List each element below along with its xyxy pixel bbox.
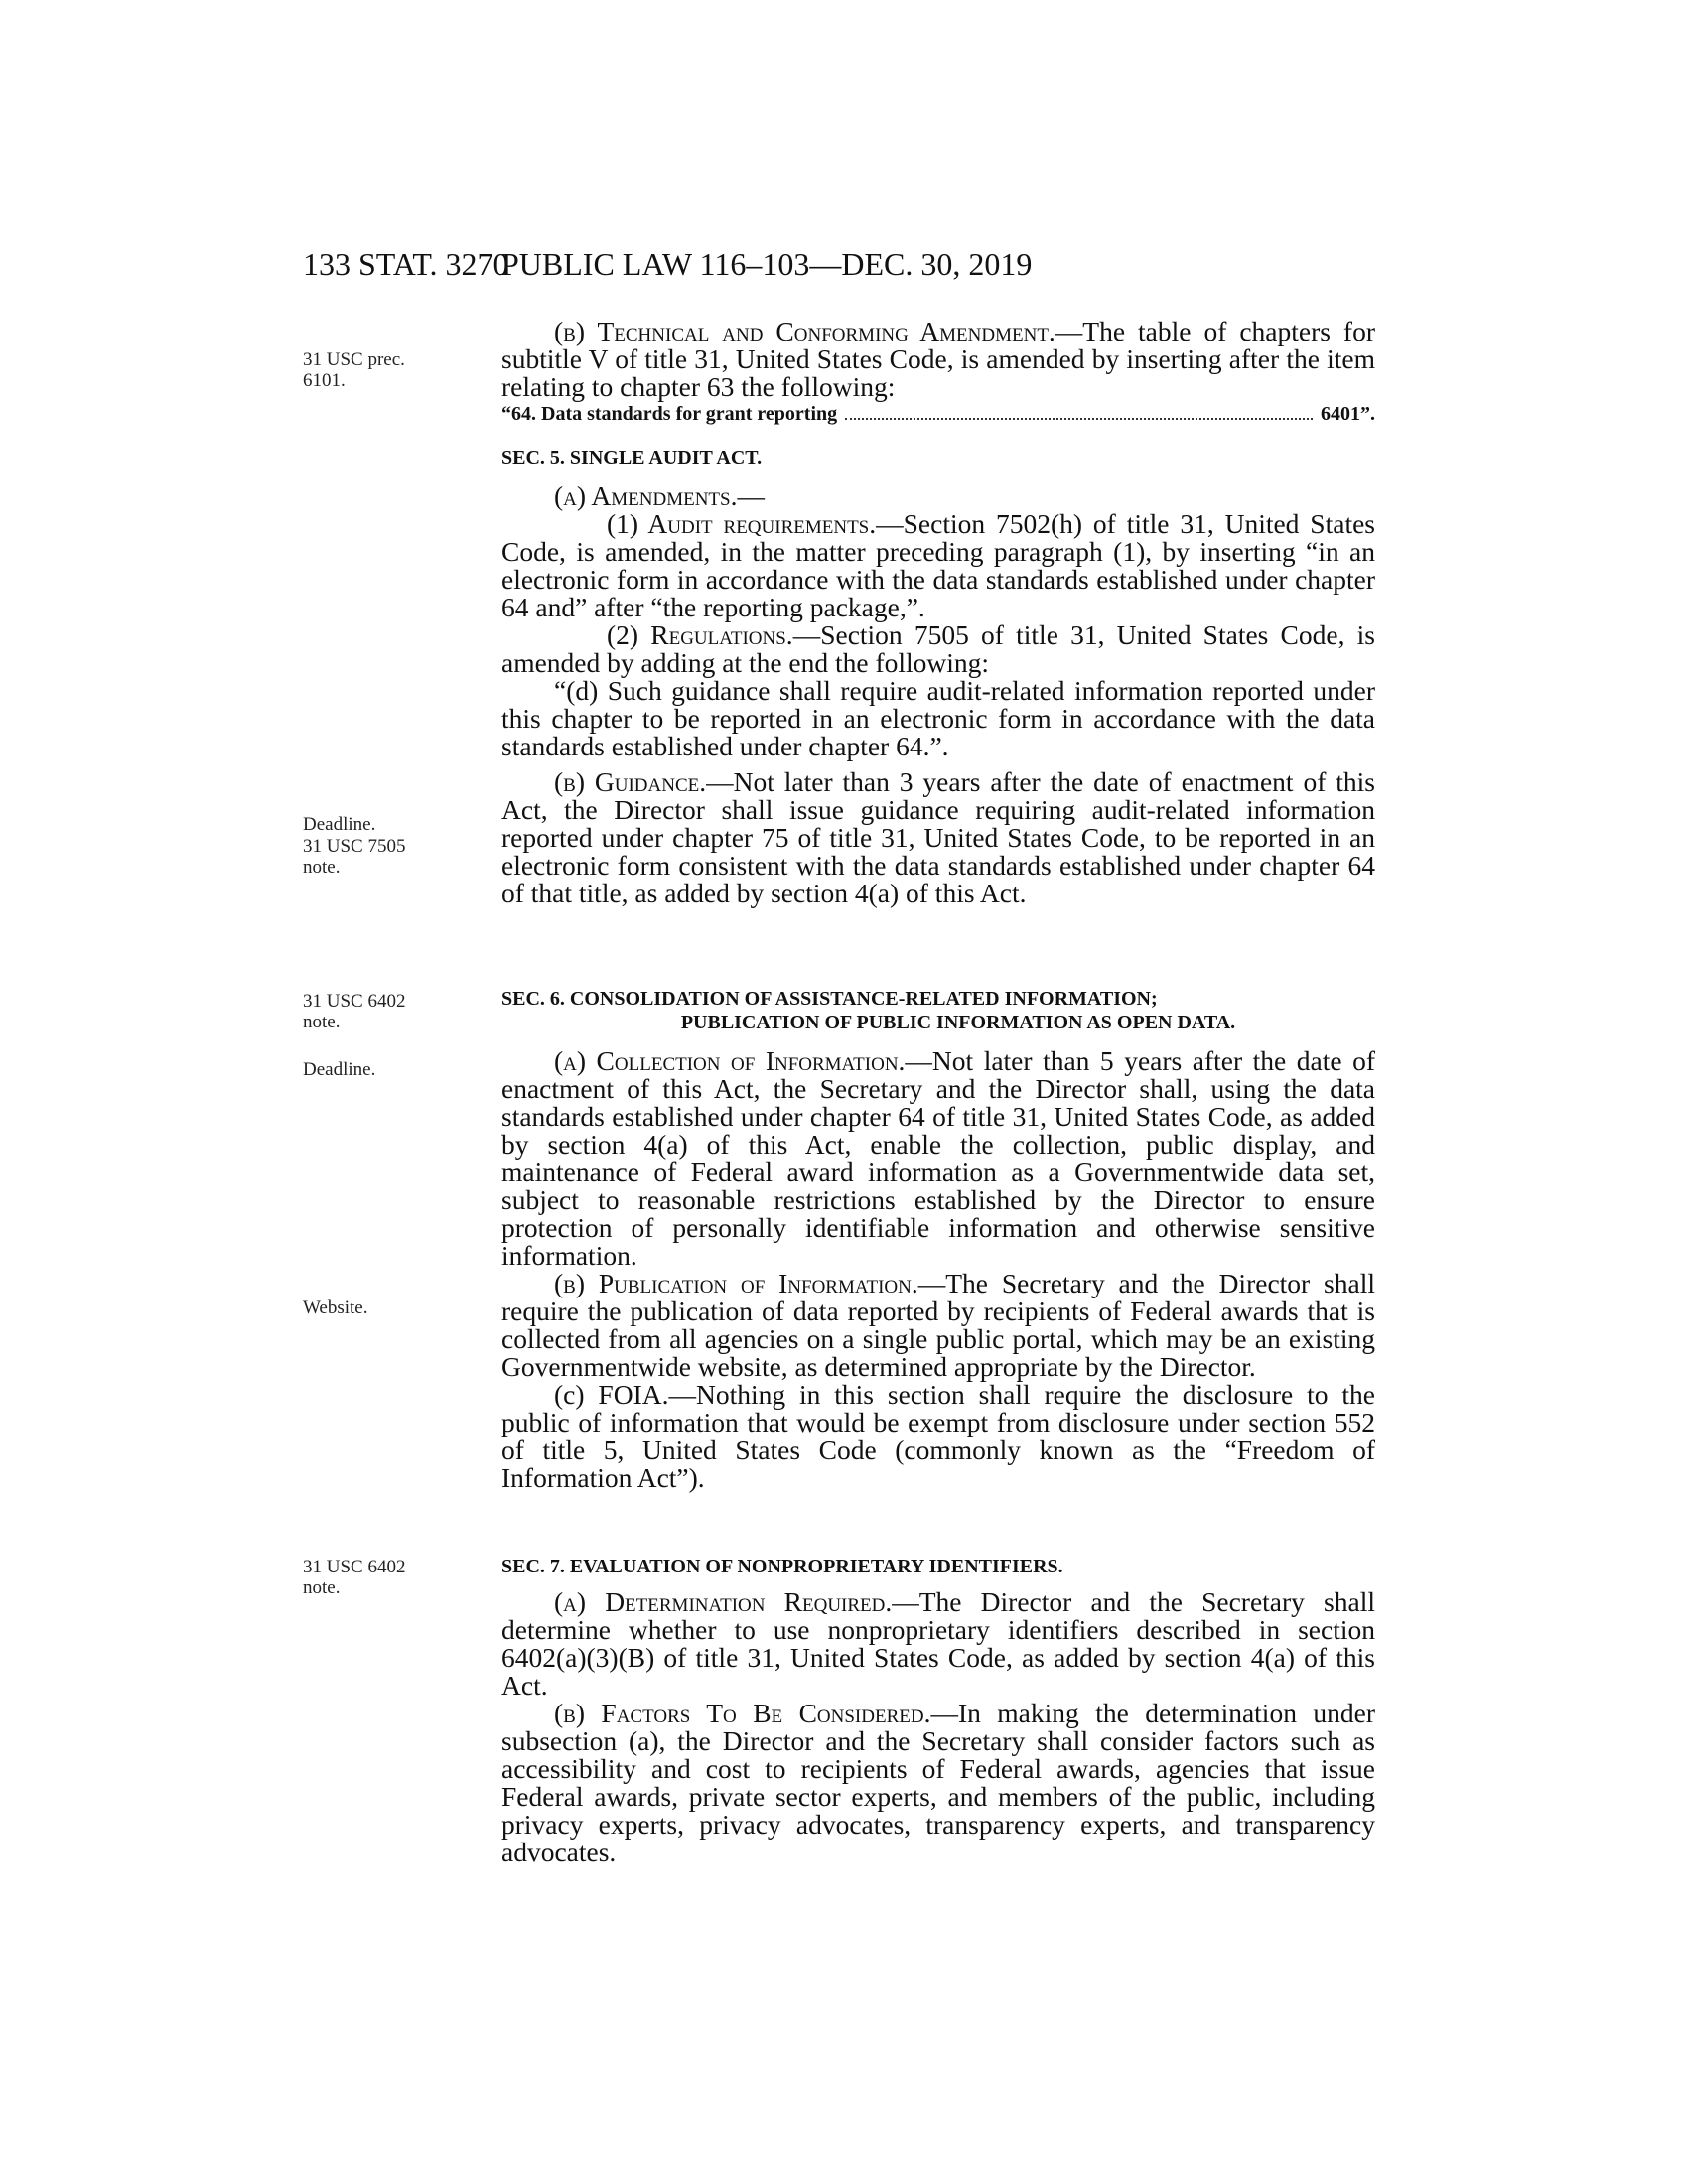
para-b-technical xyxy=(501,318,1375,401)
sec5-a1-heading: (1) Audit requirements. xyxy=(607,508,877,539)
toc-entry xyxy=(501,403,1375,426)
section-7-body xyxy=(501,1588,1375,1866)
para-heading: (b) Technical and Conforming Amendment. xyxy=(554,316,1055,346)
margin-note-usc-6402: 31 USC 6402 note. xyxy=(303,991,406,1032)
toc-leader-dots xyxy=(845,418,1313,420)
public-law-title: PUBLIC LAW 116–103—DEC. 30, 2019 xyxy=(501,246,1033,282)
sec5-quoted-d: “(d) Such guidance shall require audit-related information reported under this chapter to be reported in an electronic form in accordance with the data standards established under chapter 64.”. xyxy=(501,675,1375,761)
section-6-body xyxy=(501,1047,1375,1492)
sec5-a2-heading: (2) Regulations. xyxy=(607,619,793,650)
margin-note-deadline-2: Deadline. xyxy=(303,1059,376,1080)
section-5-body xyxy=(501,482,1375,907)
margin-note-usc-6402-2: 31 USC 6402 note. xyxy=(303,1557,406,1598)
sec7-b-text: —In making the determination under subsection (a), the Director and the Secretary shall consider factors such as accessibility and cost to recipients of Federal awards, agencies that issue Federal awards, private sector experts, and members of the public, including privacy experts, privacy advocates, transparency experts, and transparency advocates. xyxy=(501,1698,1375,1867)
sec5-b-heading: (b) Guidance. xyxy=(554,766,707,797)
sec6-b-text: —The Secretary and the Director shall require the publication of data reported by recipients of Federal awards that is collected from all agencies on a single public portal, which may be an existing Governmentwide website, as determined appropriate by the Director. xyxy=(501,1268,1375,1382)
sec7-a-text: —The Director and the Secretary shall determine whether to use nonproprietary identifiers described in section 6402(a)(3)(B) of title 31, United States Code, as added by section 4(a) of this Act. xyxy=(501,1586,1375,1701)
section-6-heading-line1: SEC. 6. CONSOLIDATION OF ASSISTANCE-RELATED INFORMATION; xyxy=(501,988,1158,1010)
sec5-a-heading: (a) Amendments.— xyxy=(554,480,765,511)
sec5-a2-text: —Section 7505 of title 31, United States Code, is amended by adding at the end the following: xyxy=(501,619,1375,678)
sec7-a-heading: (a) Determination Required. xyxy=(554,1586,893,1617)
statute-page-number: 133 STAT. 3270 xyxy=(303,246,509,282)
toc-page: 6401”. xyxy=(1321,403,1375,425)
sec5-b-text: —Not later than 3 years after the date of enactment of this Act, the Director shall issue guidance requiring audit-related information reported under chapter 75 of title 31, United States Code, to be reported in an electronic form consistent with the data standards established under chapter 64 of that title, as added by section 4(a) of this Act. xyxy=(501,766,1376,908)
toc-item: “64. Data standards for grant reporting xyxy=(501,403,838,425)
page-header xyxy=(303,246,1296,290)
sec7-b-heading: (b) Factors To Be Considered. xyxy=(554,1698,931,1728)
margin-note-website: Website. xyxy=(303,1297,368,1318)
sec6-b-heading: (b) Publication of Information. xyxy=(554,1268,918,1298)
margin-note-usc-7505: 31 USC 7505 note. xyxy=(303,836,406,878)
sec5-a1-text: —Section 7502(h) of title 31, United States Code, is amended, in the matter preceding paragraph (1), by inserting “in an electronic form in accordance with the data standards established under chapter 64 and” after “the reporting package,”. xyxy=(501,508,1375,622)
margin-note-deadline: Deadline. xyxy=(303,814,376,835)
section-5-heading: SEC. 5. SINGLE AUDIT ACT. xyxy=(501,447,763,469)
sec6-a-heading: (a) Collection of Information. xyxy=(554,1045,906,1076)
section-6-heading-line2: PUBLICATION OF PUBLIC INFORMATION AS OPEN DATA. xyxy=(680,1012,1236,1033)
section-7-heading: SEC. 7. EVALUATION OF NONPROPRIETARY IDENTIFIERS. xyxy=(501,1556,1063,1577)
sec6-c-text: (c) FOIA.—Nothing in this section shall require the disclosure to the public of information that would be exempt from disclosure under section 552 of title 5, United States Code (commonly known as the “Freedom of Information Act”). xyxy=(501,1379,1375,1493)
margin-note-usc-prec: 31 USC prec. 6101. xyxy=(303,349,405,391)
section-6-heading xyxy=(501,987,1375,1034)
sec6-a-text: —Not later than 5 years after the date of enactment of this Act, the Secretary and the Director shall, using the data standards established under chapter 64 of title 31, United States Code, as added by section 4(a) of this Act, enable the collection, public display, and maintenance of Federal award information as a Governmentwide data set, subject to reasonable restrictions established by the Director to ensure protection of personally identifiable information and otherwise sensitive information. xyxy=(501,1045,1375,1271)
para-text: —The table of chapters for subtitle V of title 31, United States Code, is amended by inserting after the item relating to chapter 63 the following: xyxy=(501,316,1375,402)
